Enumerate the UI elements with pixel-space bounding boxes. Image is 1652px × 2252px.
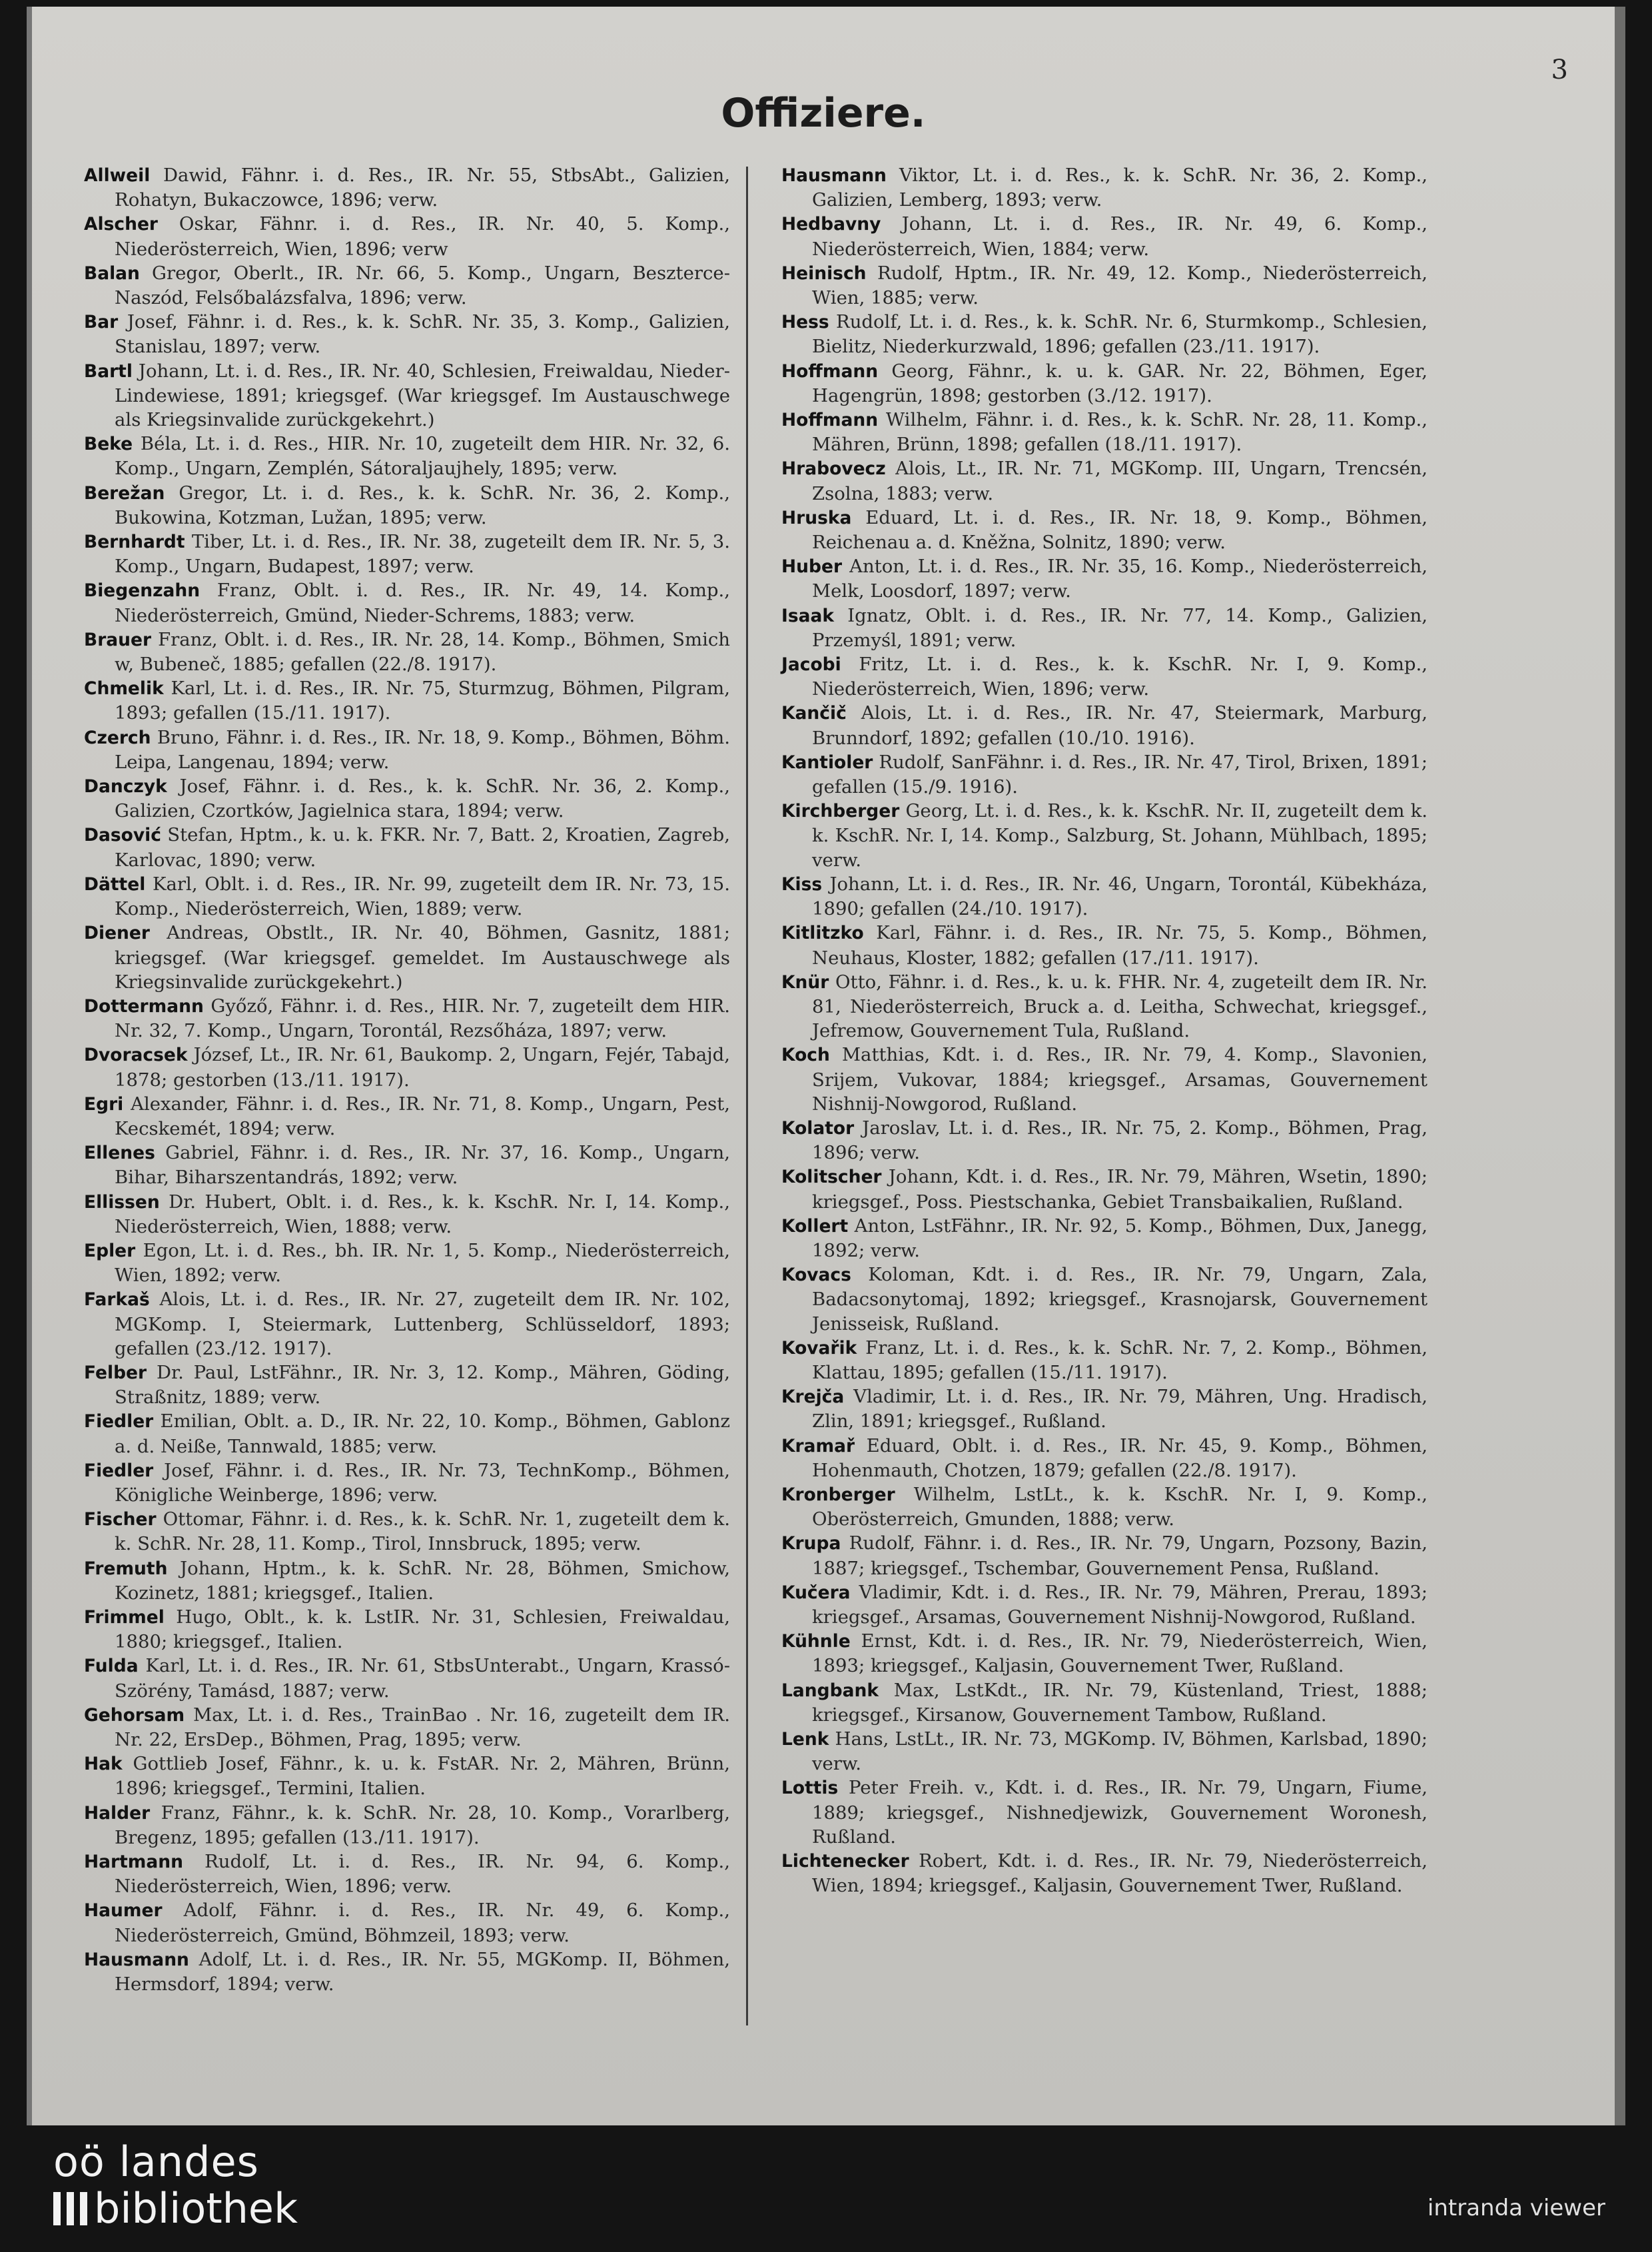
officer-surname: Farkaš [84, 1289, 150, 1311]
page-number: 3 [1551, 55, 1568, 85]
officer-details: Rudolf, Lt. i. d. Res., k. k. SchR. Nr. 6, Sturmkomp., Schlesien, Bielitz, Niederkurzwald, 1896; gefallen (23./11. 1917). [812, 311, 1428, 358]
officer-details: Anton, Lt. i. d. Res., IR. Nr. 35, 16. Komp., Niederösterreich, Melk, Loosdorf, 1897; verw. [812, 556, 1428, 602]
officer-entry [781, 163, 1428, 212]
officer-surname: Kovacs [781, 1265, 851, 1286]
officer-entry [84, 1239, 730, 1287]
officer-surname: Felber [84, 1362, 147, 1383]
officer-entry [781, 1336, 1428, 1385]
officer-surname: Kollert [781, 1215, 849, 1237]
officer-entry [781, 701, 1428, 750]
officer-surname: Hausmann [781, 165, 887, 186]
officer-entry [84, 310, 730, 358]
officer-details: József, Lt., IR. Nr. 61, Baukomp. 2, Ungarn, Fejér, Tabajd, 1878; gestorben (13./11. 1917). [115, 1044, 730, 1091]
officer-details: Stefan, Hptm., k. u. k. FKR. Nr. 7, Batt. 2, Kroatien, Zagreb, Karlovac, 1890; verw. [115, 824, 730, 871]
officer-details: Ignatz, Oblt. i. d. Res., IR. Nr. 77, 14. Komp., Galizien, Przemyśl, 1891; verw. [812, 604, 1428, 651]
officer-entry [781, 1629, 1428, 1678]
officer-surname: Fischer [84, 1509, 157, 1530]
officer-entry [84, 1458, 730, 1507]
officer-details: Győző, Fähnr. i. d. Res., HIR. Nr. 7, zugeteilt dem HIR. Nr. 32, 7. Komp., Ungarn, Torontál, Rezsőháza, 1897; verw. [115, 995, 730, 1042]
officer-details: Gregor, Lt. i. d. Res., k. k. SchR. Nr. 36, 2. Komp., Bukowina, Kotzman, Lužan, 1895; verw. [115, 482, 730, 528]
officer-surname: Brauer [84, 629, 152, 650]
officer-entry [84, 359, 730, 432]
officer-entry [781, 970, 1428, 1043]
officer-entry [781, 212, 1428, 261]
officer-details: Hans, LstLt., IR. Nr. 73, MGKomp. IV, Böhmen, Karlsbad, 1890; verw. [812, 1728, 1428, 1775]
officer-entry [781, 1776, 1428, 1849]
officer-surname: Kučera [781, 1582, 851, 1603]
officer-surname: Kiss [781, 873, 823, 895]
officer-surname: Dasović [84, 825, 161, 846]
officer-entry [84, 1556, 730, 1605]
officer-entry [781, 1849, 1428, 1898]
officer-details: Max, Lt. i. d. Res., TrainBao . Nr. 16, zugeteilt dem IR. Nr. 22, ErsDep., Böhmen, Prag, 1895; verw. [115, 1704, 730, 1750]
officer-entry [781, 408, 1428, 456]
officer-details: Josef, Fähnr. i. d. Res., k. k. SchR. Nr. 36, 2. Komp., Galizien, Czortków, Jagielnica stara, 1894; verw. [115, 776, 730, 822]
officer-details: Béla, Lt. i. d. Res., HIR. Nr. 10, zugeteilt dem HIR. Nr. 32, 6. Komp., Ungarn, Zemplén, Sátoraljaujhely, 1895; verw. [115, 433, 730, 480]
officer-details: Alois, Lt. i. d. Res., IR. Nr. 47, Steiermark, Marburg, Brunndorf, 1892; gefallen (10./10. 1916). [812, 702, 1428, 749]
officer-details: Alois, Lt., IR. Nr. 71, MGKomp. III, Ungarn, Trencsén, Zsolna, 1883; verw. [812, 458, 1428, 504]
officer-surname: Bartl [84, 360, 133, 382]
officer-entry [781, 1434, 1428, 1482]
officer-details: Johann, Lt. i. d. Res., IR. Nr. 46, Ungarn, Torontál, Kübekháza, 1890; gefallen (24./10. 1917). [812, 873, 1428, 920]
officer-details: Dr. Paul, LstFähnr., IR. Nr. 3, 12. Komp., Mähren, Göding, Straßnitz, 1889; verw. [115, 1361, 731, 1408]
officer-entry [781, 604, 1428, 652]
officer-details: Adolf, Lt. i. d. Res., IR. Nr. 55, MGKomp. II, Böhmen, Hermsdorf, 1894; verw. [115, 1948, 730, 1995]
officer-surname: Kronberger [781, 1484, 895, 1505]
officer-entry [84, 1605, 730, 1654]
officer-surname: Krupa [781, 1533, 841, 1554]
officer-details: Matthias, Kdt. i. d. Res., IR. Nr. 79, 4. Komp., Slavonien, Srijem, Vukovar, 1884; kriegsgef., Arsamas, Gouvernement Nishnij-Nowgorod, Rußland. [812, 1044, 1428, 1115]
officer-entry [781, 872, 1428, 921]
officer-details: Karl, Lt. i. d. Res., IR. Nr. 75, Sturmzug, Böhmen, Pilgram, 1893; gefallen (15./11. 1917). [115, 678, 730, 724]
officer-surname: Kirchberger [781, 801, 900, 822]
officer-details: Adolf, Fähnr. i. d. Res., IR. Nr. 49, 6. Komp., Niederösterreich, Gmünd, Böhmzeil, 1893; verw. [115, 1900, 730, 1946]
officer-entry [84, 261, 730, 310]
officer-entry [84, 628, 730, 676]
officer-details: Ottomar, Fähnr. i. d. Res., k. k. SchR. Nr. 1, zugeteilt dem k. k. SchR. Nr. 28, 11. Komp., Tirol, Innsbruck, 1895; verw. [115, 1508, 730, 1555]
officer-surname: Lottis [781, 1778, 839, 1799]
officer-surname: Kantioler [781, 752, 873, 773]
officer-surname: Kramař [781, 1435, 855, 1456]
officer-entry [781, 310, 1428, 358]
officer-entry [781, 652, 1428, 701]
officer-surname: Ellissen [84, 1191, 160, 1213]
officer-details: Emilian, Oblt. a. D., IR. Nr. 22, 10. Komp., Böhmen, Gablonz a. d. Neiße, Tannwald, 1885; verw. [115, 1410, 730, 1457]
officer-surname: Haumer [84, 1900, 163, 1922]
officer-entry [84, 530, 730, 578]
officer-entry [781, 1214, 1428, 1263]
officer-details: Vladimir, Lt. i. d. Res., IR. Nr. 79, Mähren, Ung. Hradisch, Zlin, 1891; kriegsgef., Rußland. [812, 1386, 1428, 1432]
officer-surname: Heinisch [781, 263, 867, 284]
officer-surname: Hoffmann [781, 410, 879, 431]
officer-surname: Kolator [781, 1117, 855, 1139]
officer-surname: Hak [84, 1754, 123, 1775]
officer-details: Gabriel, Fähnr. i. d. Res., IR. Nr. 37, 16. Komp., Ungarn, Bihar, Biharszentandrás, 1892; verw. [115, 1142, 730, 1189]
officer-entry [84, 1654, 730, 1702]
officer-surname: Hartmann [84, 1852, 184, 1873]
officer-details: Georg, Fähnr., k. u. k. GAR. Nr. 22, Böhmen, Eger, Hagengrün, 1898; gestorben (3./12. 1917). [812, 360, 1428, 406]
officer-surname: Kolitscher [781, 1167, 882, 1188]
page-title: Offiziere. [721, 90, 926, 137]
officer-surname: Huber [781, 556, 843, 578]
officer-entry [781, 1531, 1428, 1580]
officer-surname: Krejča [781, 1387, 845, 1408]
officer-entry [84, 726, 730, 774]
officer-entry [84, 432, 730, 480]
officer-surname: Frimmel [84, 1606, 165, 1628]
officer-surname: Lichtenecker [781, 1851, 909, 1872]
officer-surname: Isaak [781, 605, 835, 626]
viewer-label: intranda viewer [1427, 2195, 1605, 2221]
officer-surname: Kančič [781, 703, 847, 724]
officer-surname: Hoffmann [781, 360, 879, 382]
officer-surname: Koch [781, 1045, 830, 1066]
officer-entry [84, 1043, 730, 1091]
officer-entry [781, 1043, 1428, 1116]
officer-surname: Fremuth [84, 1558, 168, 1579]
officer-entry [84, 1190, 730, 1239]
officer-details: Bruno, Fähnr. i. d. Res., IR. Nr. 18, 9. Komp., Böhmen, Böhm. Leipa, Langenau, 1894; verw. [115, 726, 730, 773]
officer-entry [781, 1482, 1428, 1531]
officer-details: Alois, Lt. i. d. Res., IR. Nr. 27, zugeteilt dem IR. Nr. 102, MGKomp. I, Steiermark, Luttenberg, Schlüsseldorf, 1893; gefallen (23./12. 1917). [115, 1289, 730, 1359]
officer-entry [781, 1678, 1428, 1727]
officer-surname: Knür [781, 971, 829, 993]
officer-surname: Dottermann [84, 995, 204, 1017]
officer-entry [84, 1898, 730, 1947]
officer-entry [84, 1287, 730, 1361]
library-logo[interactable] [53, 2139, 298, 2232]
officer-surname: Kühnle [781, 1631, 851, 1652]
officer-surname: Biegenzahn [84, 580, 201, 602]
officer-surname: Chmelik [84, 678, 164, 700]
officer-entry [781, 1263, 1428, 1336]
officer-entry [84, 921, 730, 994]
officer-surname: Fulda [84, 1656, 139, 1677]
officer-surname: Halder [84, 1802, 151, 1824]
officer-surname: Langbank [781, 1680, 879, 1701]
officer-surname: Egri [84, 1093, 124, 1115]
column-divider [746, 167, 748, 2025]
officer-surname: Lenk [781, 1729, 829, 1750]
officer-details: Dr. Hubert, Oblt. i. d. Res., k. k. KschR. Nr. I, 14. Komp., Niederösterreich, Wien, 1888; verw. [115, 1191, 730, 1237]
officer-surname: Czerch [84, 727, 151, 748]
officer-details: Tiber, Lt. i. d. Res., IR. Nr. 38, zugeteilt dem IR. Nr. 5, 3. Komp., Ungarn, Budapest, 1897; verw. [115, 531, 731, 578]
officer-entry [781, 1727, 1428, 1776]
officer-surname: Bernhardt [84, 532, 185, 553]
officer-details: Egon, Lt. i. d. Res., bh. IR. Nr. 1, 5. Komp., Niederösterreich, Wien, 1892; verw. [115, 1239, 730, 1287]
officer-surname: Fiedler [84, 1460, 154, 1481]
officer-entry [781, 506, 1428, 554]
officer-entry [84, 1703, 730, 1752]
officer-details: Eduard, Lt. i. d. Res., IR. Nr. 18, 9. Komp., Böhmen, Reichenau a. d. Kněžna, Solnitz, 1890; verw. [812, 506, 1428, 554]
officer-details: Eduard, Oblt. i. d. Res., IR. Nr. 45, 9. Komp., Böhmen, Hohenmauth, Chotzen, 1879; gefallen (22./8. 1917). [812, 1434, 1428, 1481]
officer-details: Koloman, Kdt. i. d. Res., IR. Nr. 79, Ungarn, Zala, Badacsonytomaj, 1892; kriegsgef., Krasnojarsk, Gouvernement Jenisseisk, Rußland. [812, 1264, 1428, 1335]
right-column [781, 163, 1428, 1898]
officer-surname: Alscher [84, 214, 158, 235]
officer-details: Karl, Fähnr. i. d. Res., IR. Nr. 75, 5. Komp., Böhmen, Neuhaus, Kloster, 1882; gefallen (17./11. 1917). [812, 922, 1428, 969]
officer-entry [781, 750, 1428, 799]
officer-entry [84, 1409, 730, 1458]
officer-surname: Allweil [84, 165, 151, 186]
library-logo-bars-icon [53, 2192, 87, 2225]
officer-entry [84, 774, 730, 823]
officer-entry [84, 1948, 730, 1996]
officer-entry [781, 1116, 1428, 1165]
document-page [27, 7, 1625, 2125]
officer-surname: Beke [84, 434, 133, 455]
officer-details: Alexander, Fähnr. i. d. Res., IR. Nr. 71, 8. Komp., Ungarn, Pest, Kecskemét, 1894; verw. [115, 1093, 730, 1139]
officer-entry [84, 1092, 730, 1141]
officer-surname: Kovařik [781, 1337, 857, 1359]
officer-details: Oskar, Fähnr. i. d. Res., IR. Nr. 40, 5. Komp., Niederösterreich, Wien, 1896; verw [115, 213, 730, 260]
officer-details: Karl, Lt. i. d. Res., IR. Nr. 61, StbsUnterabt., Ungarn, Krassó-Szörény, Tamásd, 1887; verw. [115, 1655, 730, 1702]
officer-entry [84, 1361, 730, 1409]
officer-details: Vladimir, Kdt. i. d. Res., IR. Nr. 79, Mähren, Prerau, 1893; kriegsgef., Arsamas, Gouvernement Nishnij-Nowgorod, Rußland. [812, 1581, 1428, 1628]
officer-entry [781, 921, 1428, 969]
officer-details: Dawid, Fähnr. i. d. Res., IR. Nr. 55, StbsAbt., Galizien, Rohatyn, Bukaczowce, 1896; verw. [115, 165, 730, 211]
officer-entry [84, 1801, 730, 1850]
officer-surname: Epler [84, 1240, 136, 1261]
officer-details: Jaroslav, Lt. i. d. Res., IR. Nr. 75, 2. Komp., Böhmen, Prag, 1896; verw. [812, 1117, 1428, 1164]
officer-details: Franz, Oblt. i. d. Res., IR. Nr. 49, 14. Komp., Niederösterreich, Gmünd, Nieder-Schrems, 1883; verw. [115, 580, 730, 626]
library-logo-line2: bibliothek [94, 2184, 298, 2233]
officer-details: Wilhelm, LstLt., k. k. KschR. Nr. I, 9. Komp., Oberösterreich, Gmunden, 1888; verw. [812, 1483, 1428, 1530]
officer-entry [781, 799, 1428, 872]
officer-entry [781, 1165, 1428, 1213]
officer-surname: Danczyk [84, 776, 167, 798]
officer-details: Fritz, Lt. i. d. Res., k. k. KschR. Nr. I, 9. Komp., Niederösterreich, Wien, 1896; verw. [812, 654, 1428, 700]
officer-details: Karl, Oblt. i. d. Res., IR. Nr. 99, zugeteilt dem IR. Nr. 73, 15. Komp., Niederösterreich, Wien, 1889; verw. [115, 873, 730, 920]
officer-entry [84, 994, 730, 1043]
officer-details: Rudolf, SanFähnr. i. d. Res., IR. Nr. 47, Tirol, Brixen, 1891; gefallen (15./9. 1916). [812, 751, 1428, 798]
viewer-footer [0, 2125, 1652, 2252]
officer-surname: Berežan [84, 482, 165, 504]
officer-details: Josef, Fähnr. i. d. Res., k. k. SchR. Nr. 35, 3. Komp., Galizien, Stanislau, 1897; verw. [115, 311, 730, 358]
officer-details: Franz, Fähnr., k. k. SchR. Nr. 28, 10. Komp., Vorarlberg, Bregenz, 1895; gefallen (13./11. 1917). [115, 1802, 730, 1848]
officer-entry [781, 1385, 1428, 1433]
officer-entry [84, 1141, 730, 1189]
officer-details: Anton, LstFähnr., IR. Nr. 92, 5. Komp., Böhmen, Dux, Janegg, 1892; verw. [812, 1215, 1428, 1261]
officer-surname: Hrabovecz [781, 458, 886, 480]
officer-entry [84, 823, 730, 871]
officer-entry [84, 872, 730, 921]
officer-details: Johann, Kdt. i. d. Res., IR. Nr. 79, Mähren, Wsetin, 1890; kriegsgef., Poss. Piestschanka, Gebiet Transbaikalien, Rußland. [812, 1166, 1428, 1213]
left-column [84, 163, 730, 1996]
library-logo-line1: oö landes [53, 2137, 259, 2186]
officer-entry [84, 578, 730, 627]
officer-surname: Fiedler [84, 1411, 154, 1432]
officer-entry [781, 359, 1428, 408]
officer-entry [781, 456, 1428, 505]
officer-surname: Hausmann [84, 1949, 189, 1970]
officer-details: Gottlieb Josef, Fähnr., k. u. k. FstAR. Nr. 2, Mähren, Brünn, 1896; kriegsgef., Termini, Italien. [115, 1753, 731, 1800]
officer-details: Rudolf, Lt. i. d. Res., IR. Nr. 94, 6. Komp., Niederösterreich, Wien, 1896; verw. [115, 1851, 730, 1898]
officer-details: Johann, Hptm., k. k. SchR. Nr. 28, Böhmen, Smichow, Kozinetz, 1881; kriegsgef., Italien. [115, 1557, 731, 1604]
officer-surname: Hess [781, 312, 829, 333]
officer-details: Andreas, Obstlt., IR. Nr. 40, Böhmen, Gasnitz, 1881; kriegsgef. (War kriegsgef. gemeldet. Im Austauschwege als Kriegsinvalide zurückgekehrt.) [115, 922, 730, 993]
officer-details: Georg, Lt. i. d. Res., k. k. KschR. Nr. II, zugeteilt dem k. k. KschR. Nr. I, 14. Komp., Salzburg, St. Johann, Mühlbach, 1895; verw. [812, 800, 1428, 871]
officer-entry [84, 481, 730, 530]
officer-details: Ernst, Kdt. i. d. Res., IR. Nr. 79, Niederösterreich, Wien, 1893; kriegsgef., Kaljasin, Gouvernement Twer, Rußland. [812, 1630, 1428, 1677]
officer-details: Gregor, Oberlt., IR. Nr. 66, 5. Komp., Ungarn, Beszterce-Naszód, Felsőbalázsfalva, 1896; verw. [115, 262, 730, 309]
officer-surname: Dvoracsek [84, 1045, 188, 1066]
officer-details: Franz, Lt. i. d. Res., k. k. SchR. Nr. 7, 2. Komp., Böhmen, Klattau, 1895; gefallen (15./11. 1917). [812, 1337, 1428, 1383]
officer-surname: Diener [84, 923, 150, 944]
officer-details: Viktor, Lt. i. d. Res., k. k. SchR. Nr. 36, 2. Komp., Galizien, Lemberg, 1893; verw. [812, 165, 1428, 211]
officer-details: Rudolf, Fähnr. i. d. Res., IR. Nr. 79, Ungarn, Pozsony, Bazin, 1887; kriegsgef., Tschembar, Gouvernement Pensa, Rußland. [812, 1532, 1428, 1579]
officer-surname: Bar [84, 312, 119, 333]
officer-details: Hugo, Oblt., k. k. LstIR. Nr. 31, Schlesien, Freiwaldau, 1880; kriegsgef., Italien. [115, 1606, 730, 1653]
officer-details: Wilhelm, Fähnr. i. d. Res., k. k. SchR. Nr. 28, 11. Komp., Mähren, Brünn, 1898; gefallen (18./11. 1917). [812, 409, 1428, 456]
officer-details: Franz, Oblt. i. d. Res., IR. Nr. 28, 14. Komp., Böhmen, Smich w, Bubeneč, 1885; gefallen (22./8. 1917). [115, 628, 731, 676]
officer-entry [84, 163, 730, 212]
officer-entry [84, 1752, 730, 1800]
officer-surname: Kitlitzko [781, 923, 864, 944]
officer-entry [781, 261, 1428, 310]
officer-entry [781, 1580, 1428, 1629]
officer-details: Rudolf, Hptm., IR. Nr. 49, 12. Komp., Niederösterreich, Wien, 1885; verw. [812, 262, 1428, 309]
officer-details: Johann, Lt. i. d. Res., IR. Nr. 40, Schlesien, Freiwaldau, Nieder-Lindewiese, 1891; kriegsgef. (War kriegsgef. Im Austauschwege als Kriegsinvalide zurückgekehrt.) [115, 360, 730, 431]
officer-entry [781, 554, 1428, 603]
officer-surname: Hruska [781, 507, 852, 528]
officer-entry [84, 676, 730, 725]
officer-details: Otto, Fähnr. i. d. Res., k. u. k. FHR. Nr. 4, zugeteilt dem IR. Nr. 81, Niederösterreich, Bruck a. d. Leitha, Schwechat, kriegsgef., Jefremow, Gouvernement Tula, Rußland. [812, 971, 1428, 1042]
officer-surname: Gehorsam [84, 1704, 185, 1726]
officer-details: Max, LstKdt., IR. Nr. 79, Küstenland, Triest, 1888; kriegsgef., Kirsanow, Gouvernement Tambow, Rußland. [812, 1679, 1428, 1726]
officer-surname: Dättel [84, 873, 146, 895]
officer-details: Robert, Kdt. i. d. Res., IR. Nr. 79, Niederösterreich, Wien, 1894; kriegsgef., Kaljasin, Gouvernement Twer, Rußland. [812, 1850, 1428, 1897]
officer-surname: Hedbavny [781, 214, 881, 235]
officer-surname: Balan [84, 263, 140, 284]
officer-entry [84, 1850, 730, 1898]
officer-details: Johann, Lt. i. d. Res., IR. Nr. 49, 6. Komp., Niederösterreich, Wien, 1884; verw. [812, 213, 1428, 260]
officer-details: Josef, Fähnr. i. d. Res., IR. Nr. 73, TechnKomp., Böhmen, Königliche Weinberge, 1896; verw. [115, 1459, 730, 1506]
officer-entry [84, 1507, 730, 1556]
officer-surname: Jacobi [781, 654, 841, 676]
officer-surname: Ellenes [84, 1143, 155, 1164]
officer-details: Peter Freih. v., Kdt. i. d. Res., IR. Nr. 79, Ungarn, Fiume, 1889; kriegsgef., Nishnedjewizk, Gouvernement Woronesh, Rußland. [812, 1777, 1428, 1848]
officer-entry [84, 212, 730, 261]
